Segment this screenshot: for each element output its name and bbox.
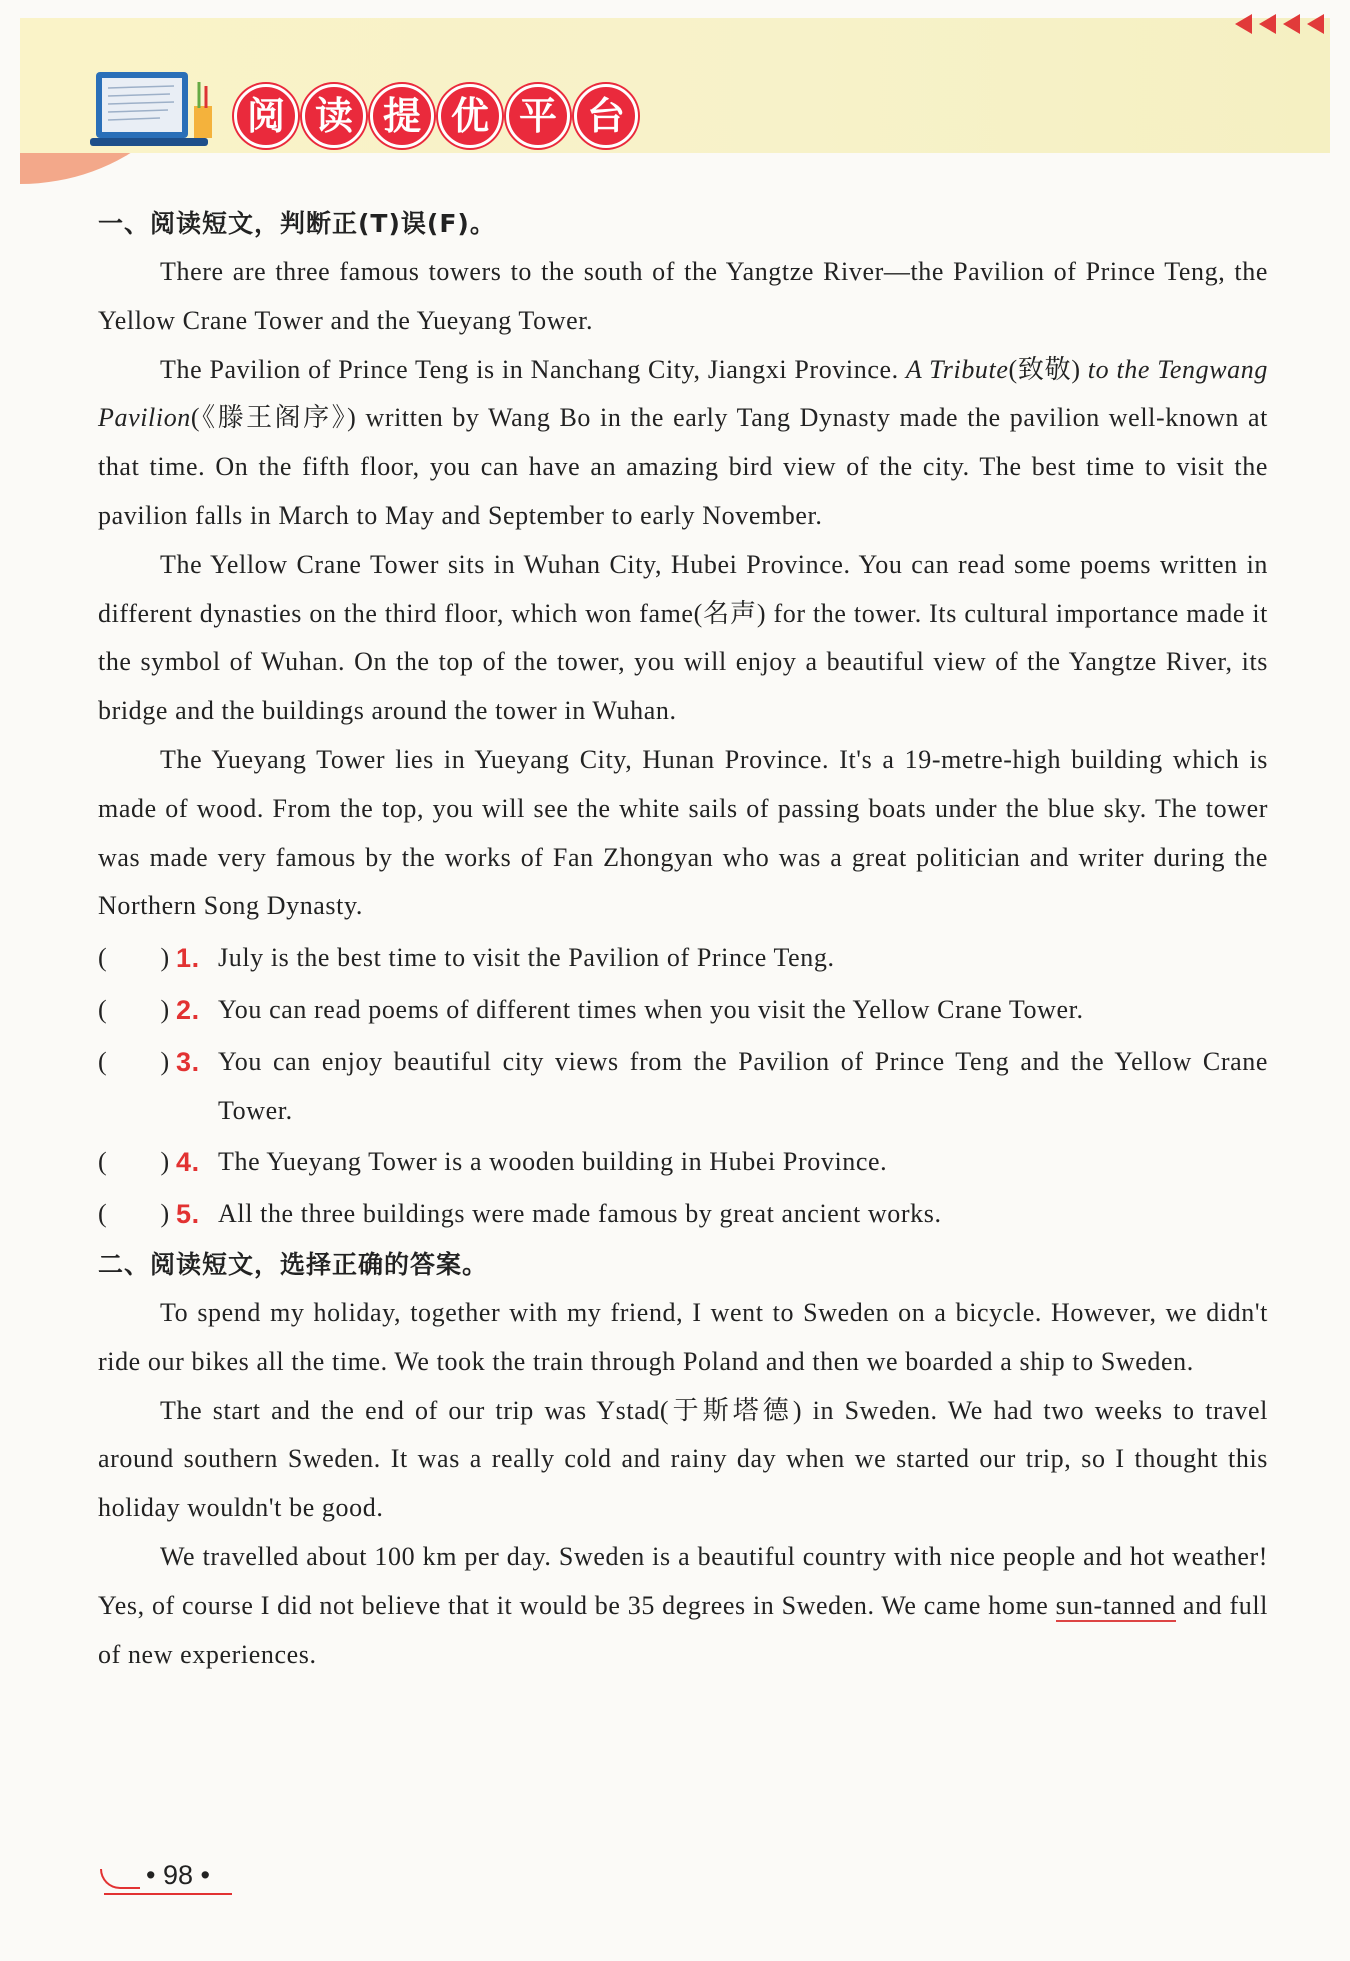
title-char: 提 (370, 84, 434, 148)
passage-1-paragraph-1: There are three famous towers to the south of the Yangtze River—the Pavilion of Prince Teng, the Yellow Crane Tower and the Yueyang Tower. (98, 257, 1268, 335)
text-span: We travelled about 100 km per day. Sweden is a beautiful country with nice people and hot weather! Yes, of course I did not believe that it would be 35 degrees in Sweden. We came home (98, 1541, 1268, 1620)
question-text: You can read poems of different times when you visit the Yellow Crane Tower. (218, 994, 1084, 1024)
header-arrows (1235, 14, 1324, 34)
question-text: You can enjoy beautiful city views from the Pavilion of Prince Teng and the Yellow Crane Tower. (218, 1046, 1268, 1125)
underlined-word: sun-tanned (1055, 1590, 1176, 1620)
title-char: 优 (438, 84, 502, 148)
page-number-underline (104, 1893, 232, 1895)
question-item (98, 986, 1268, 1035)
question-text: All the three buildings were made famous by great ancient works. (218, 1199, 942, 1229)
main-content (98, 200, 1268, 1679)
left-arrow-icon (1235, 14, 1252, 34)
answer-blank[interactable]: ( ) (98, 1147, 170, 1177)
left-arrow-icon (1283, 14, 1300, 34)
laptop-icon (90, 70, 230, 152)
passage-1-paragraph-2 (98, 346, 1268, 541)
page-title (234, 84, 638, 148)
answer-blank[interactable]: ( ) (98, 1199, 170, 1229)
answer-blank[interactable]: ( ) (98, 1046, 170, 1076)
passage-2-paragraph-3 (98, 1533, 1268, 1679)
text-span: (致敬) (1008, 354, 1088, 384)
page-number-text: • 98 • (146, 1859, 210, 1890)
text-span: The Pavilion of Prince Teng is in Nanchang City, Jiangxi Province. (160, 354, 906, 384)
italic-title: to the Tengwang Pavilion (98, 354, 1268, 433)
swoosh-decoration (100, 1869, 140, 1889)
text-span: (《滕王阁序》) written by Wang Bo in the early Tang Dynasty made the pavilion well-known at that time. On the fifth floor, you can have an amazing bird view of the city. The best time to visit the pavilion falls in March to May and September to early November. (98, 403, 1268, 530)
question-item (98, 1138, 1268, 1187)
left-arrow-icon (1307, 14, 1324, 34)
answer-blank[interactable]: ( ) (98, 943, 170, 973)
true-false-questions (98, 934, 1268, 1239)
title-char: 台 (574, 84, 638, 148)
italic-title: A Tribute (905, 354, 1009, 384)
passage-1-paragraph-4: The Yueyang Tower lies in Yueyang City, Hunan Province. It's a 19-metre-high building which is made of wood. From the top, you will see the white sails of passing boats under the blue sky. The tower was made very famous by the works of Fan Zhongyan who was a great politician and writer during the Northern Song Dynasty. (98, 744, 1268, 921)
answer-blank[interactable]: ( ) (98, 994, 170, 1024)
question-number: 3. (176, 1046, 200, 1077)
title-char: 读 (302, 84, 366, 148)
section-2-heading: 二、阅读短文，选择正确的答案。 (98, 1249, 489, 1279)
question-item (98, 934, 1268, 983)
passage-2-paragraph-2: The start and the end of our trip was Ystad(于斯塔德) in Sweden. We had two weeks to travel around southern Sweden. It was a really cold and rainy day when we started our trip, so I thought this holiday wouldn't be good. (98, 1395, 1268, 1523)
question-item (98, 1038, 1268, 1136)
question-number: 5. (176, 1199, 200, 1230)
passage-1-paragraph-3: The Yellow Crane Tower sits in Wuhan City, Hubei Province. You can read some poems written in different dynasties on the third floor, which won fame(名声) for the tower. Its cultural importance made it the symbol of Wuhan. On the top of the tower, you will enjoy a beautiful view of the Yangtze River, its bridge and the buildings around the tower in Wuhan. (98, 549, 1268, 726)
question-number: 2. (176, 994, 200, 1025)
title-char: 平 (506, 84, 570, 148)
question-number: 4. (176, 1147, 200, 1178)
question-item (98, 1190, 1268, 1239)
question-text: July is the best time to visit the Pavilion of Prince Teng. (218, 943, 835, 973)
left-arrow-icon (1259, 14, 1276, 34)
question-text: The Yueyang Tower is a wooden building in Hubei Province. (218, 1147, 888, 1177)
title-char: 阅 (234, 84, 298, 148)
text-span: and full of new experiences. (98, 1590, 1268, 1669)
section-1-heading: 一、阅读短文，判断正(T)误(F)。 (98, 209, 496, 238)
passage-2-paragraph-1: To spend my holiday, together with my friend, I went to Sweden on a bicycle. However, we didn't ride our bikes all the time. We took the train through Poland and then we boarded a ship to Sweden. (98, 1297, 1268, 1376)
question-number: 1. (176, 943, 200, 974)
page-number (100, 1855, 210, 1895)
